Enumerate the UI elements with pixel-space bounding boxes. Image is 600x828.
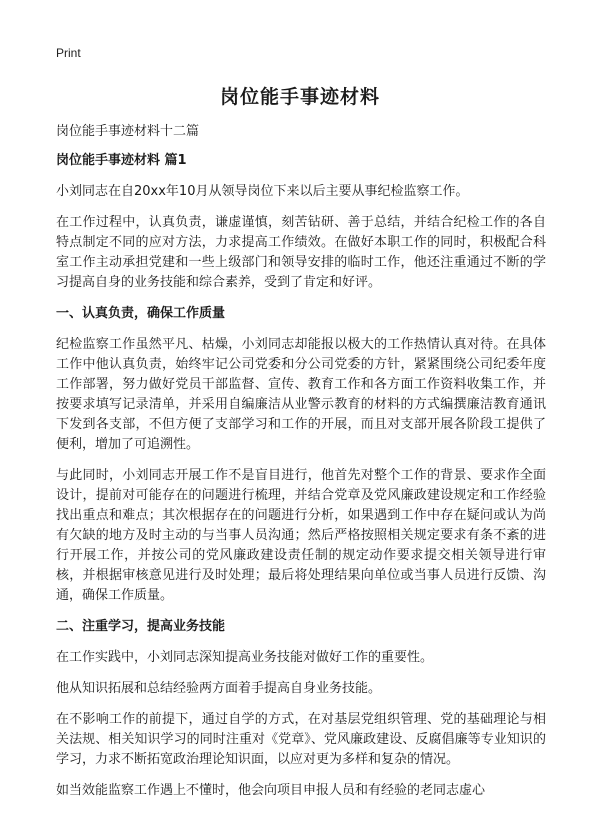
paragraph: 与此同时，小刘同志开展工作不是盲目进行，他首先对整个工作的背景、要求作全面设计，提前对可能存在的问题进行梳理，并结合党章及党风廉政建设规定和工作经验找出重点和难点；其次根据存在的问题进行分析，如果遇到工作中存在疑问或认为尚有欠缺的地方及时主动的与当事人员沟通；然后严格按照相关规定要求有条不紊的进行开展工作，并按公司的党风廉政建设责任制的规定动作要求提交相关领导进行审核，并根据审核意见进行及时处理；最后将处理结果向单位或当事人员进行反馈、沟通，确保工作质量。 (56, 468, 546, 603)
paragraph: 在工作过程中，认真负责，谦虚谨慎，刻苦钻研、善于总结，并结合纪检工作的各自特点制定不同的应对方法，力求提高工作绩效。在做好本职工作的同时，积极配合科室工作主动承担党建和一些上级部门和领导安排的临时工作，他还注重通过不断的学习提高自身的业务技能和综合素养，受到了肯定和好评。 (56, 215, 546, 290)
paragraph: 小刘同志在自20xx年10月从领导岗位下来以后主要从事纪检监察工作。 (56, 184, 469, 199)
document-title: 岗位能手事迹材料 (219, 86, 380, 108)
print-label: Print (56, 46, 81, 60)
document-subtitle: 岗位能手事迹材料十二篇 (56, 124, 200, 139)
paragraph: 如当效能监察工作遇上不懂时，他会向项目申报人员和有经验的老同志虚心 (56, 783, 486, 798)
section-heading: 一、认真负责，确保工作质量 (56, 306, 226, 321)
paragraph: 纪检监察工作虽然平凡、枯燥，小刘同志却能报以极大的工作热情认真对待。在具体工作中他认真负责，始终牢记公司党委和分公司党委的方针，紧紧围绕公司纪委年度工作部署，努力做好党员干部监督、宣传、教育工作和各方面工作资料收集工作，并按要求填写记录清单，并采用自编廉洁从业警示教育的材料的方式编撰廉洁教育通讯下发到各支部，不但方便了支部学习和工作的开展，而且对支部开展各阶段工提供了便利，增加了可追溯性。 (56, 337, 546, 452)
document-body (56, 151, 546, 812)
paragraph: 在不影响工作的前提下，通过自学的方式，在对基层党组织管理、党的基础理论与相关法规、相关知识学习的同时注重对《党章》、党风廉政建设、反腐倡廉等专业知识的学习，力求不断拓宽政治理论知识面，以应对更为多样和复杂的情况。 (56, 712, 546, 767)
paragraph: 在工作实践中，小刘同志深知提高业务技能对做好工作的重要性。 (56, 650, 434, 665)
section-heading: 岗位能手事迹材料 篇1 (56, 153, 187, 168)
section-heading: 二、注重学习，提高业务技能 (56, 619, 226, 634)
paragraph: 他从知识拓展和总结经验两方面着手提高自身业务技能。 (56, 681, 382, 696)
